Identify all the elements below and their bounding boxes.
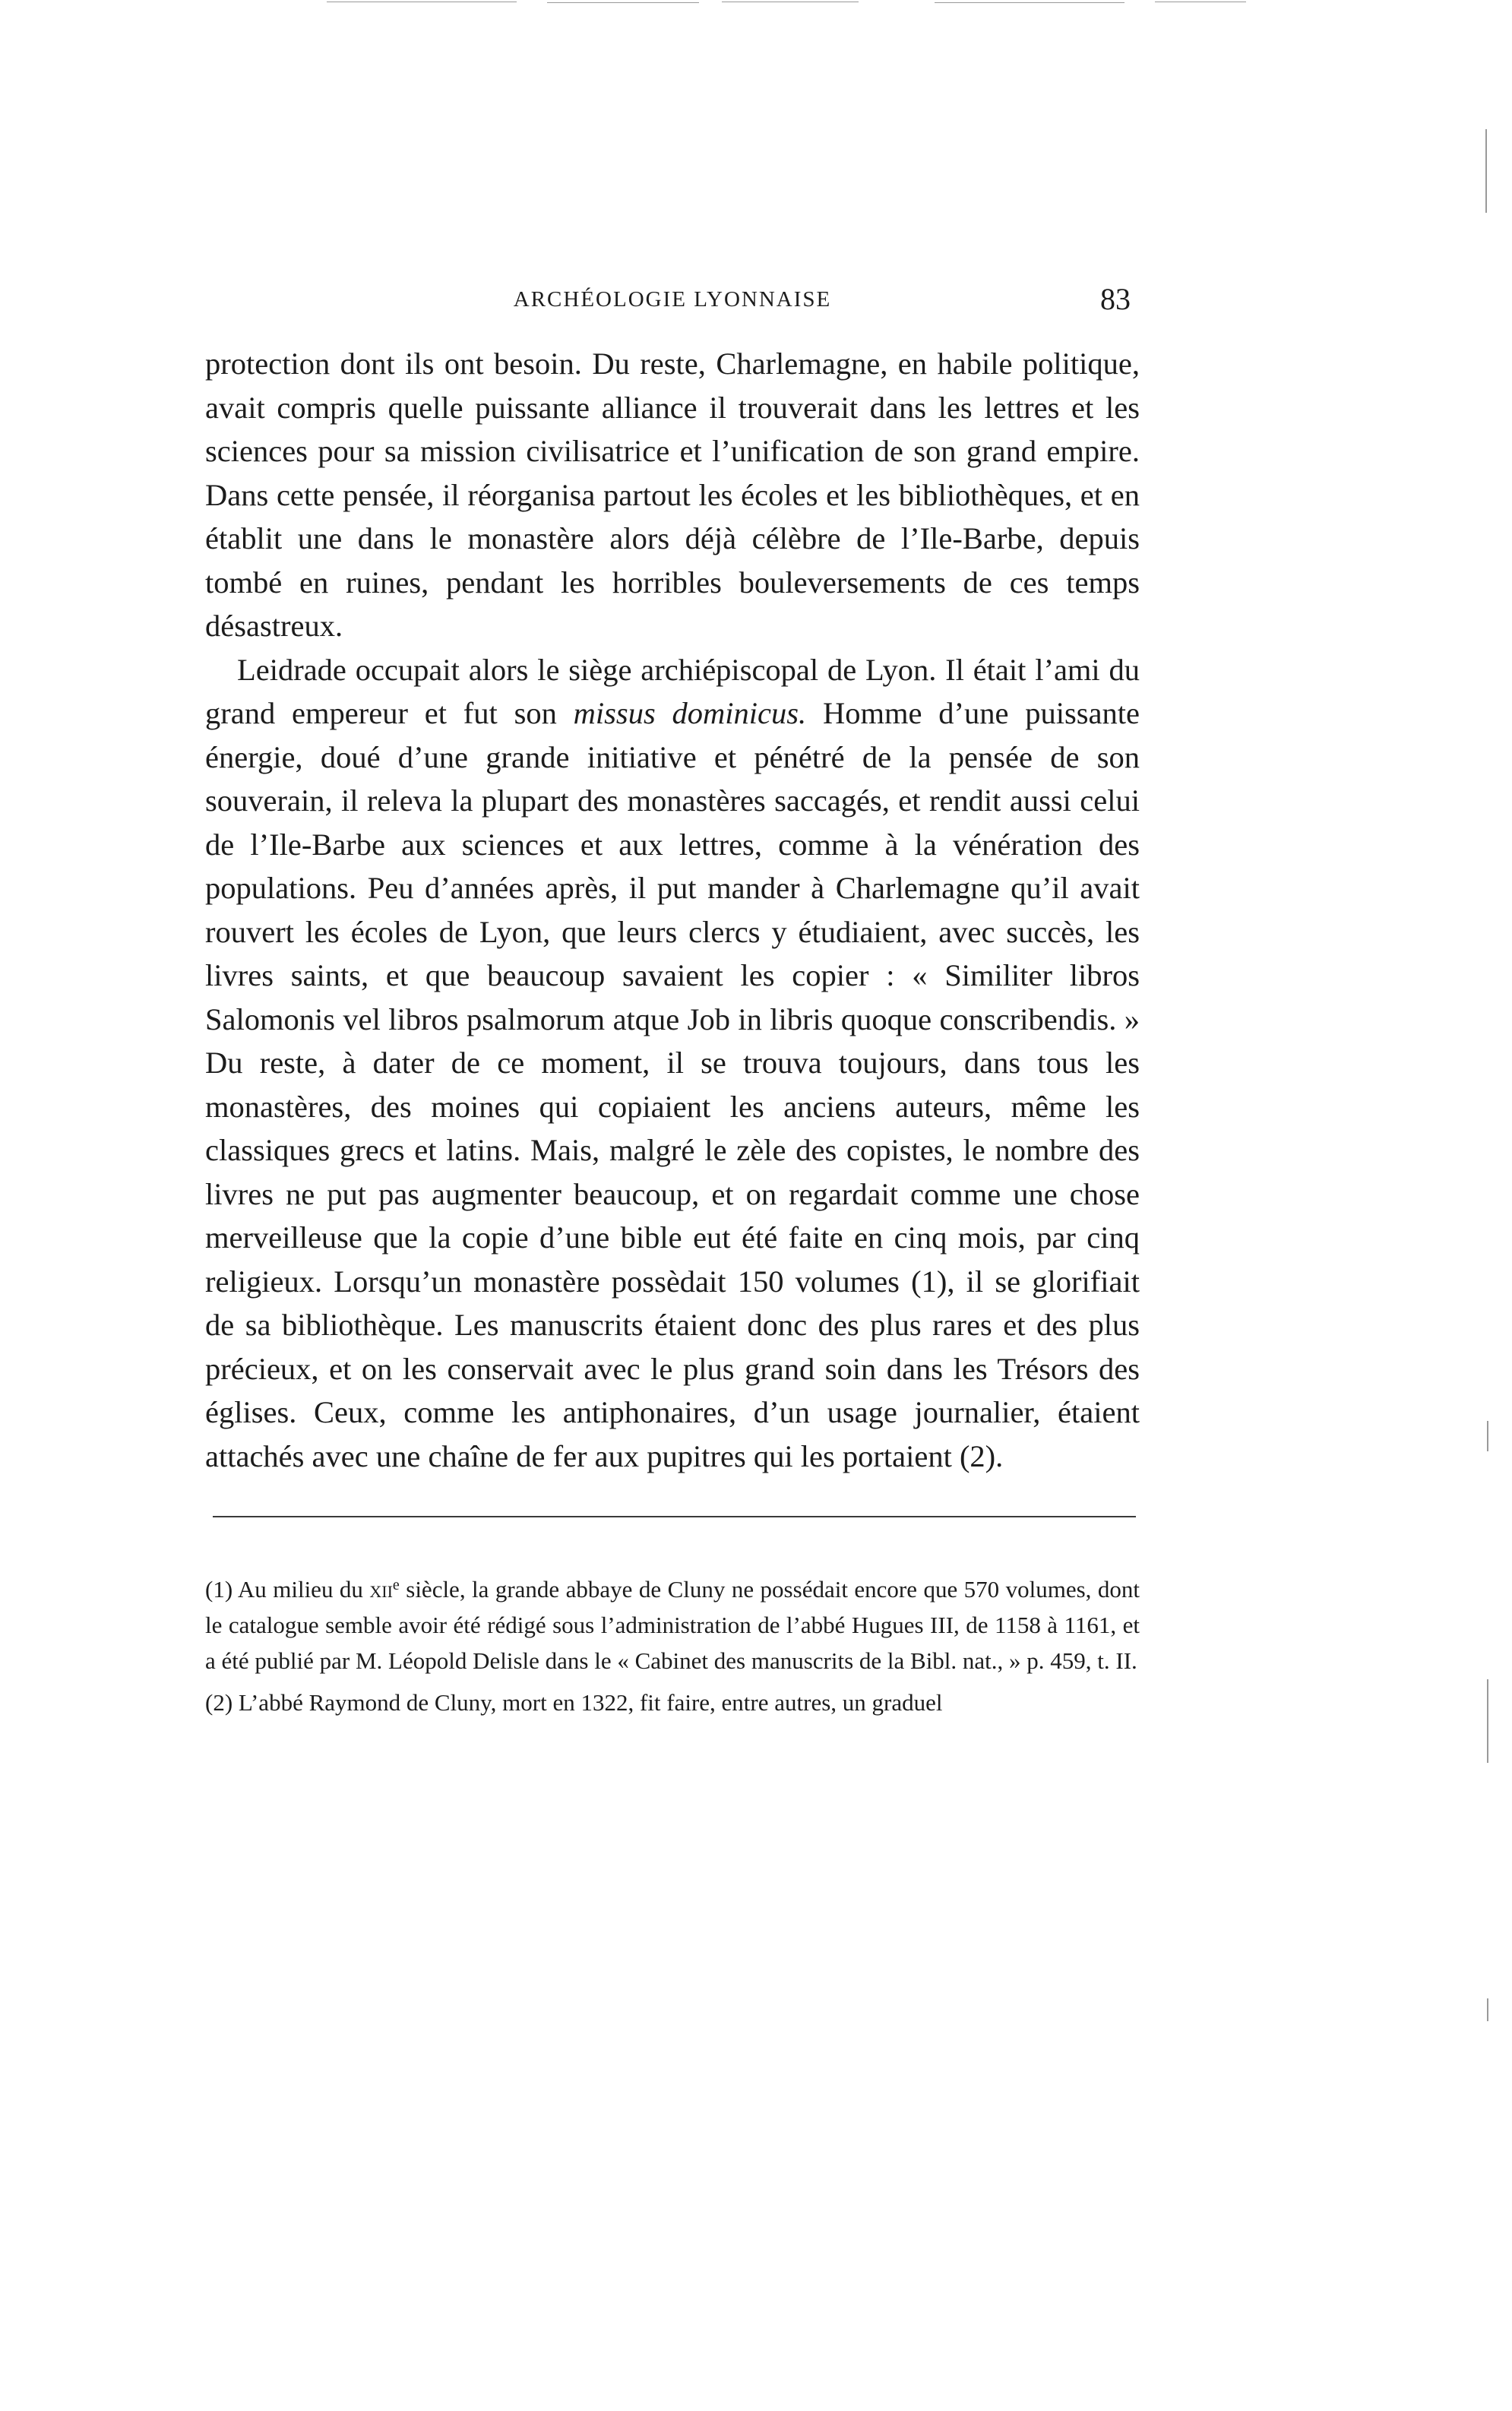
footnote-1-rest: siècle, la grande abbaye de Cluny ne possédait encore que 570 volumes, dont le catalogue semble avoir été rédigé sous l’administration de l’abbé Hugues III, de 1158 à 1161, et a été publié par M. Léopold Delisle dans le « Cabinet des manuscrits de la Bibl. nat., » p. 459, t. II. [205, 1576, 1140, 1674]
scan-artifact-top-line-4 [935, 2, 1125, 3]
scan-artifact-right-edge-3 [1487, 1679, 1488, 1763]
book-page [205, 281, 1140, 1726]
scan-artifact-right-edge-1 [1485, 129, 1487, 213]
italic-term-missus-dominicus: missus dominicus. [573, 696, 807, 730]
paragraph-2 [205, 648, 1140, 1479]
running-head [205, 281, 1140, 327]
paragraph-2-start: Leidrade occupait alors le siège archiépiscopal de Lyon. Il était l’ami du grand empereur et fut son [205, 652, 1140, 730]
scan-artifact-top-line-2 [547, 2, 699, 3]
paragraph-2-rest: Homme d’une puissante énergie, doué d’une grande initiative et pénétré de la pensée de son souverain, il releva la plupart des monastères saccagés, et rendit aussi celui de l’Ile-Barbe aux sciences et aux lettres, comme à la vénération des populations. Peu d’années après, il put mander à Charlemagne qu’il avait rouvert les écoles de Lyon, que leurs clercs y étudiaient, avec succès, les livres saints, et que beaucoup savaient les copier : « Similiter libros Salomonis vel libros psalmorum atque Job in libris quoque conscribendis. » Du reste, à dater de ce moment, il se trouva toujours, dans tous les monastères, des moines qui copiaient les anciens auteurs, même les classiques grecs et latins. Mais, malgré le zèle des copistes, le nombre des livres ne put pas augmenter beaucoup, et on regardait comme une chose merveilleuse que la copie d’une bible eut été faite en cinq mois, par cinq religieux. Lorsqu’un monastère possèdait 150 volumes (1), il se glorifiait de sa bibliothèque. Les manuscrits étaient donc des plus rares et des plus précieux, et on les conservait avec le plus grand soin dans les Trésors des églises. Ceux, comme les antiphonaires, d’un usage journalier, étaient attachés avec une chaîne de fer aux pupitres qui les portaient (2). [205, 696, 1140, 1473]
page-number: 83 [1100, 282, 1131, 316]
scan-artifact-right-edge-4 [1487, 1998, 1488, 2021]
scan-artifact-right-edge-2 [1487, 1421, 1488, 1451]
footnote-1-century-superscript: e [392, 1577, 400, 1593]
paragraph-1: protection dont ils ont besoin. Du reste, Charlemagne, en habile politique, avait compris quelle puissante alliance il trouverait dans les lettres et les sciences pour sa mission civilisatrice et l’unification de son grand empire. Dans cette pensée, il réorganisa partout les écoles et les bibliothèques, et en établit une dans le monastère alors déjà célèbre de l’Ile-Barbe, depuis tombé en ruines, pendant les horribles bouleversements de ces temps désastreux. [205, 346, 1140, 643]
footnote-1-century: xii [369, 1576, 393, 1603]
footnote-1-start: (1) Au milieu du [205, 1576, 370, 1603]
running-title: ARCHÉOLOGIE LYONNAISE [513, 287, 832, 312]
footnote-2: (2) L’abbé Raymond de Cluny, mort en 1322, fit faire, entre autres, un graduel [205, 1689, 943, 1716]
body-text [205, 342, 1140, 1478]
footnote-separator-rule [213, 1516, 1136, 1517]
footnotes [205, 1568, 1140, 1720]
footnote-1 [205, 1568, 1140, 1679]
